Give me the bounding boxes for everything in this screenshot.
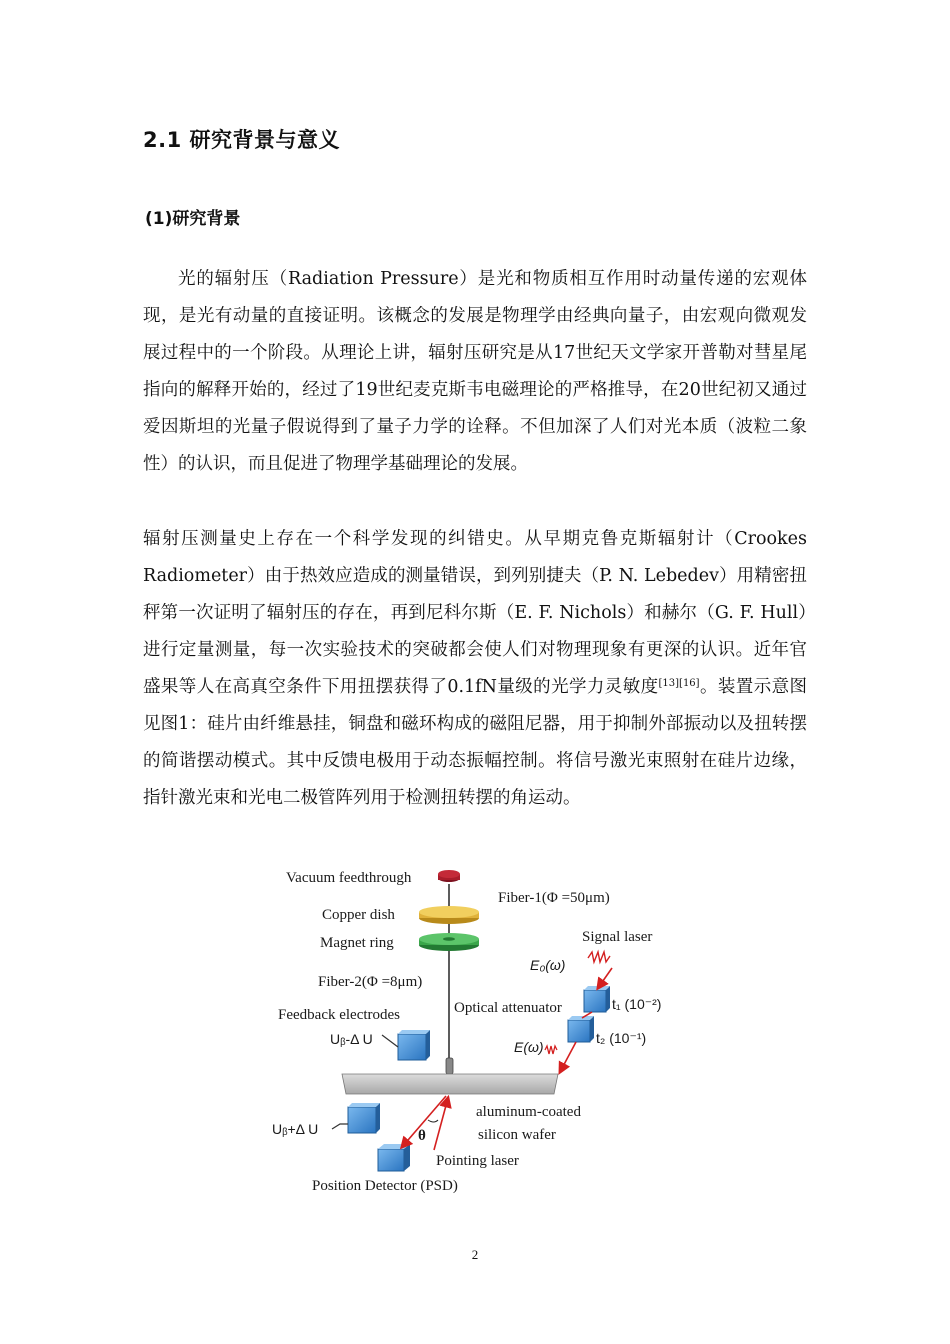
label-e-omega: E(ω) (514, 1039, 544, 1055)
label-t2: t₂ (10⁻¹) (596, 1030, 647, 1046)
paragraph-background: 光的辐射压（Radiation Pressure）是光和物质相互作用时动量传递的宏观体现，是光有动量的直接证明。该概念的发展是物理学由经典向量子，由宏观向微观发展过程中的一个阶段。从理论上讲，辐射压研究是从17世纪天文学家开普勒对彗星尾指向的解释开始的，经过了19世纪麦克斯韦电磁理论的严格推导，在20世纪初又通过爱因斯坦的光量子假说得到了量子力学的诠释。不但加深了人们对光本质（波粒二象性）的认识，而且促进了物理学基础理论的发展。 (143, 269, 807, 474)
label-pointing-laser: Pointing laser (436, 1153, 519, 1169)
label-vacuum-feedthrough: Vacuum feedthrough (286, 870, 412, 886)
apparatus-figure (262, 862, 682, 1202)
label-signal-laser: Signal laser (582, 929, 653, 945)
apparatus-diagram (262, 862, 682, 1202)
signal-laser-beam (598, 968, 612, 988)
attenuated-laser-wave (545, 1046, 557, 1054)
label-e0: E₀(ω) (530, 957, 566, 973)
label-optical-attenuator: Optical attenuator (454, 1000, 562, 1016)
subsection-title: (1)研究背景 (145, 209, 241, 229)
feedback-electrode-lower (348, 1103, 380, 1133)
section-title: 2.1 研究背景与意义 (143, 128, 341, 152)
pointing-laser-incident (434, 1098, 448, 1150)
label-t1: t₁ (10⁻²) (612, 996, 662, 1012)
label-feedback-electrodes: Feedback electrodes (278, 1007, 401, 1023)
psd-box (378, 1144, 410, 1171)
magnet-ring-shape (419, 933, 479, 951)
copper-dish-shape (419, 906, 479, 924)
label-fiber1: Fiber-1(Φ =50μm) (498, 890, 610, 906)
label-fiber2: Fiber-2(Φ =8μm) (318, 974, 423, 990)
silicon-wafer-shape (342, 1074, 558, 1094)
label-silicon-wafer: silicon wafer (478, 1127, 556, 1143)
vacuum-feedthrough-shape (438, 870, 460, 882)
citation-ref: [13][16] (658, 678, 700, 689)
label-ub-plus: Uᵦ+Δ U (272, 1121, 319, 1137)
paragraph-text-before-citation: 辐射压测量史上存在一个科学发现的纠错史。从早期克鲁克斯辐射计（Crookes Radiometer）由于热效应造成的测量错误，到列别捷夫（P. N. Lebedev）用精密扭秤第一次证明了辐射压的存在，再到尼科尔斯（E. F. Nichols）和赫尔（G. F. Hull）进行定量测量，每一次实验技术的突破都会使人们对物理现象有更深的认识。近年官盛果等人在高真空条件下用扭摆获得了0.1fN量级的光学力灵敏度 (143, 529, 807, 697)
label-psd: Position Detector (PSD) (312, 1178, 458, 1194)
attenuator-t2-box (568, 1016, 594, 1042)
feedback-electrode-upper (398, 1030, 430, 1060)
paragraph-measurement-history (143, 521, 807, 817)
mirror-stub (446, 1058, 453, 1074)
label-magnet-ring: Magnet ring (320, 935, 394, 951)
label-copper-dish: Copper dish (322, 907, 395, 923)
paragraph-text-after-citation: 。装置示意图见图1：硅片由纤维悬挂，铜盘和磁环构成的磁阻尼器，用于抑制外部振动以及扭转摆的简谐摆动模式。其中反馈电极用于动态振幅控制。将信号激光束照射在硅片边缘，指针激光束和光电二极管阵列用于检测扭转摆的角运动。 (143, 677, 807, 808)
attenuator-t1-box (584, 986, 610, 1012)
label-aluminum-coated: aluminum-coated (476, 1104, 581, 1120)
label-ub-minus: Uᵦ-Δ U (330, 1031, 373, 1047)
signal-laser-wave (588, 952, 610, 962)
page-number: 2 (471, 1247, 479, 1262)
label-theta: θ (418, 1128, 426, 1144)
